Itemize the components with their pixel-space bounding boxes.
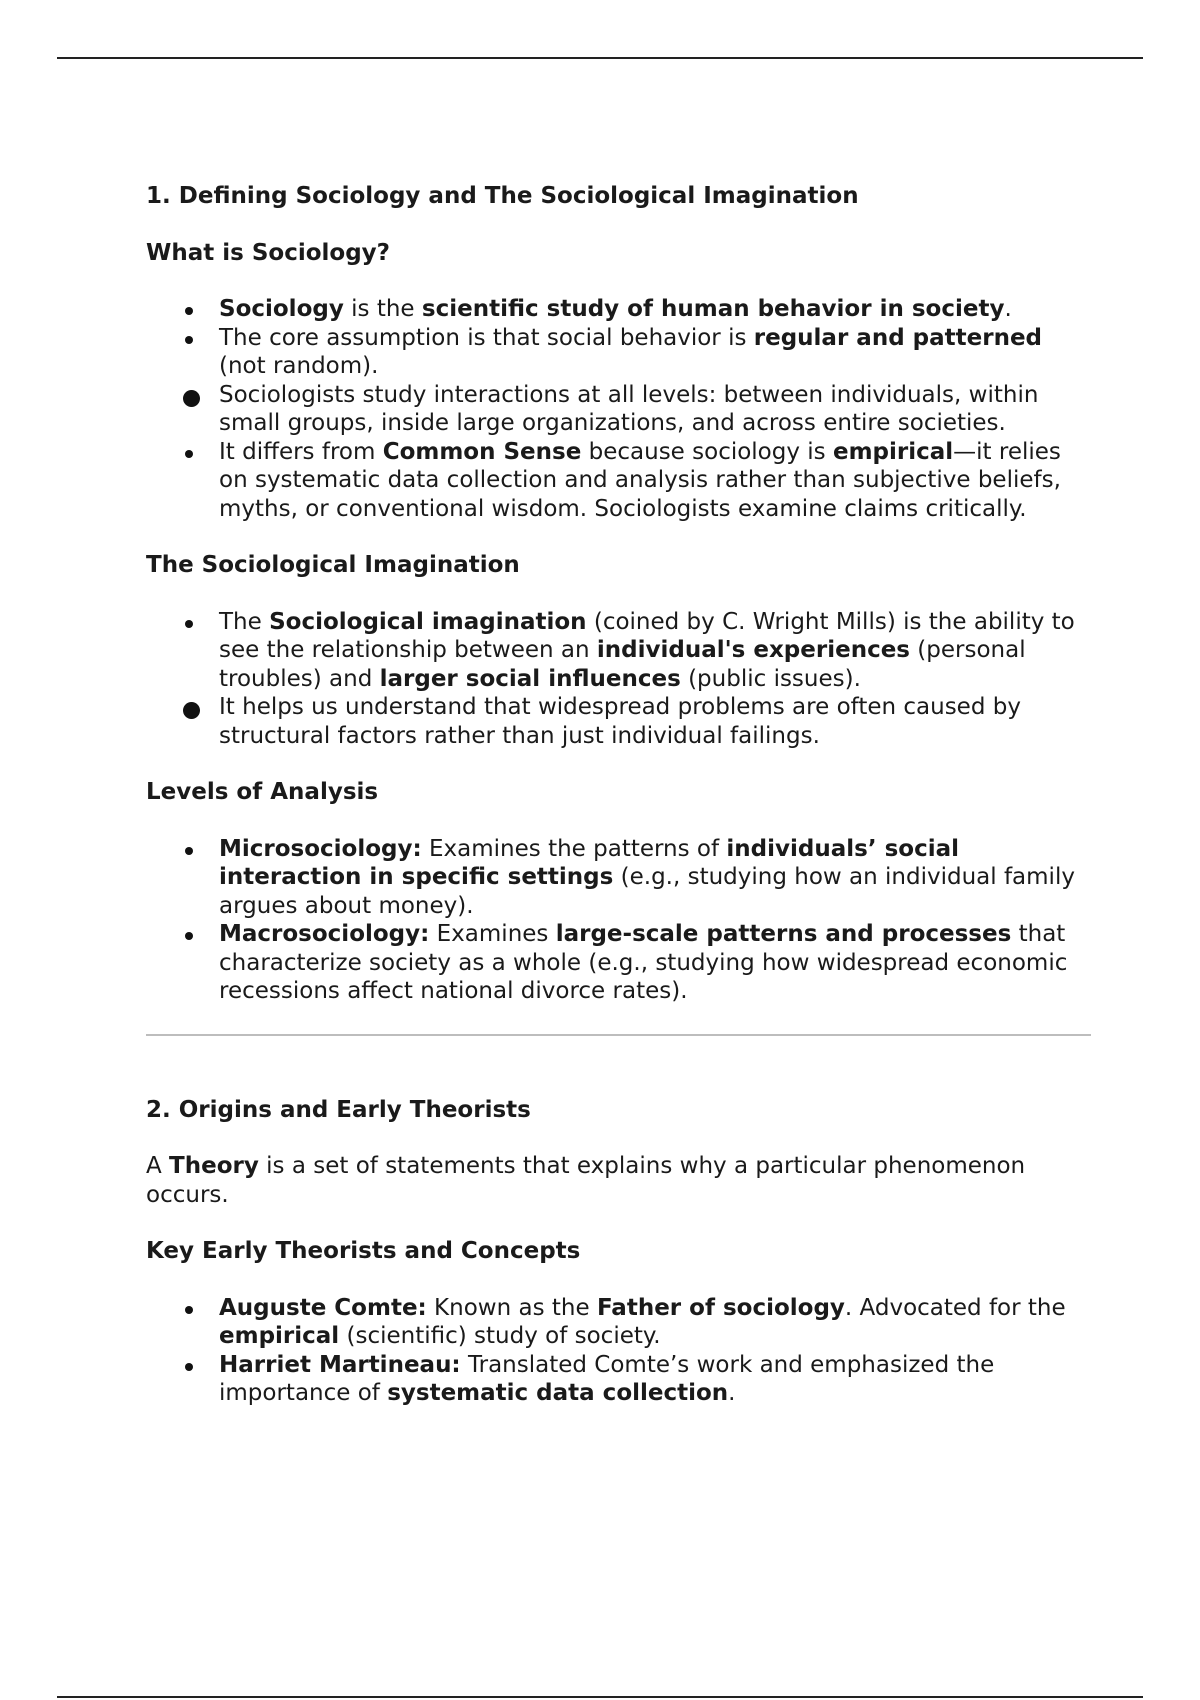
bullet-icon bbox=[185, 450, 193, 458]
key-theorists-heading: Key Early Theorists and Concepts bbox=[146, 1238, 581, 1264]
section-1-title: 1. Defining Sociology and The Sociological Imagination bbox=[146, 183, 859, 209]
bullet-icon bbox=[185, 307, 193, 315]
list-item: Harriet Martineau: Translated Comte’s work and emphasized the importance of systematic data collection. bbox=[146, 1351, 1091, 1408]
list-item: Sociology is the scientific study of human behavior in society. bbox=[146, 295, 1091, 324]
list-item: It differs from Common Sense because sociology is empirical—it relies on systematic data collection and analysis rather than subjective beliefs, myths, or conventional wisdom. Sociologists examine claims critically. bbox=[146, 438, 1091, 524]
what-is-sociology-heading: What is Sociology? bbox=[146, 239, 391, 266]
list-item: Macrosociology: Examines large-scale patterns and processes that characterize society as a whole (e.g., studying how widespread economic recessions affect national divorce rates). bbox=[146, 920, 1091, 1006]
list-item: The Sociological imagination (coined by C. Wright Mills) is the ability to see the relationship between an individual's experiences (personal troubles) and larger social influences (public issues). bbox=[146, 608, 1091, 694]
bullet-icon bbox=[183, 702, 200, 719]
section-spacer bbox=[146, 1036, 1091, 1096]
bullet-icon bbox=[185, 620, 193, 628]
list-item: Sociologists study interactions at all levels: between individuals, within small groups, inside large organizations, and across entire societies. bbox=[146, 381, 1091, 438]
bullet-icon bbox=[185, 1363, 193, 1371]
theory-definition: A Theory is a set of statements that explains why a particular phenomenon occurs. bbox=[146, 1153, 1026, 1208]
bottom-rule bbox=[57, 1696, 1143, 1698]
section-2-title: 2. Origins and Early Theorists bbox=[146, 1096, 531, 1123]
what-is-sociology-list bbox=[146, 295, 1091, 523]
sociological-imagination-list bbox=[146, 608, 1091, 751]
top-rule bbox=[57, 57, 1143, 59]
document-body bbox=[146, 182, 1091, 1408]
list-item: Auguste Comte: Known as the Father of sociology. Advocated for the empirical (scientific) study of society. bbox=[146, 1294, 1091, 1351]
levels-of-analysis-heading: Levels of Analysis bbox=[146, 779, 379, 805]
sociological-imagination-heading: The Sociological Imagination bbox=[146, 552, 520, 578]
key-theorists-list bbox=[146, 1294, 1091, 1408]
bullet-icon bbox=[183, 390, 200, 407]
bullet-icon bbox=[185, 932, 193, 940]
bullet-icon bbox=[185, 1306, 193, 1314]
bullet-icon bbox=[185, 336, 193, 344]
list-item: It helps us understand that widespread problems are often caused by structural factors rather than just individual failings. bbox=[146, 693, 1091, 750]
list-item: Microsociology: Examines the patterns of individuals’ social interaction in specific settings (e.g., studying how an individual family argues about money). bbox=[146, 835, 1091, 921]
levels-of-analysis-list bbox=[146, 835, 1091, 1006]
bullet-icon bbox=[185, 847, 193, 855]
list-item: The core assumption is that social behavior is regular and patterned (not random). bbox=[146, 324, 1091, 381]
